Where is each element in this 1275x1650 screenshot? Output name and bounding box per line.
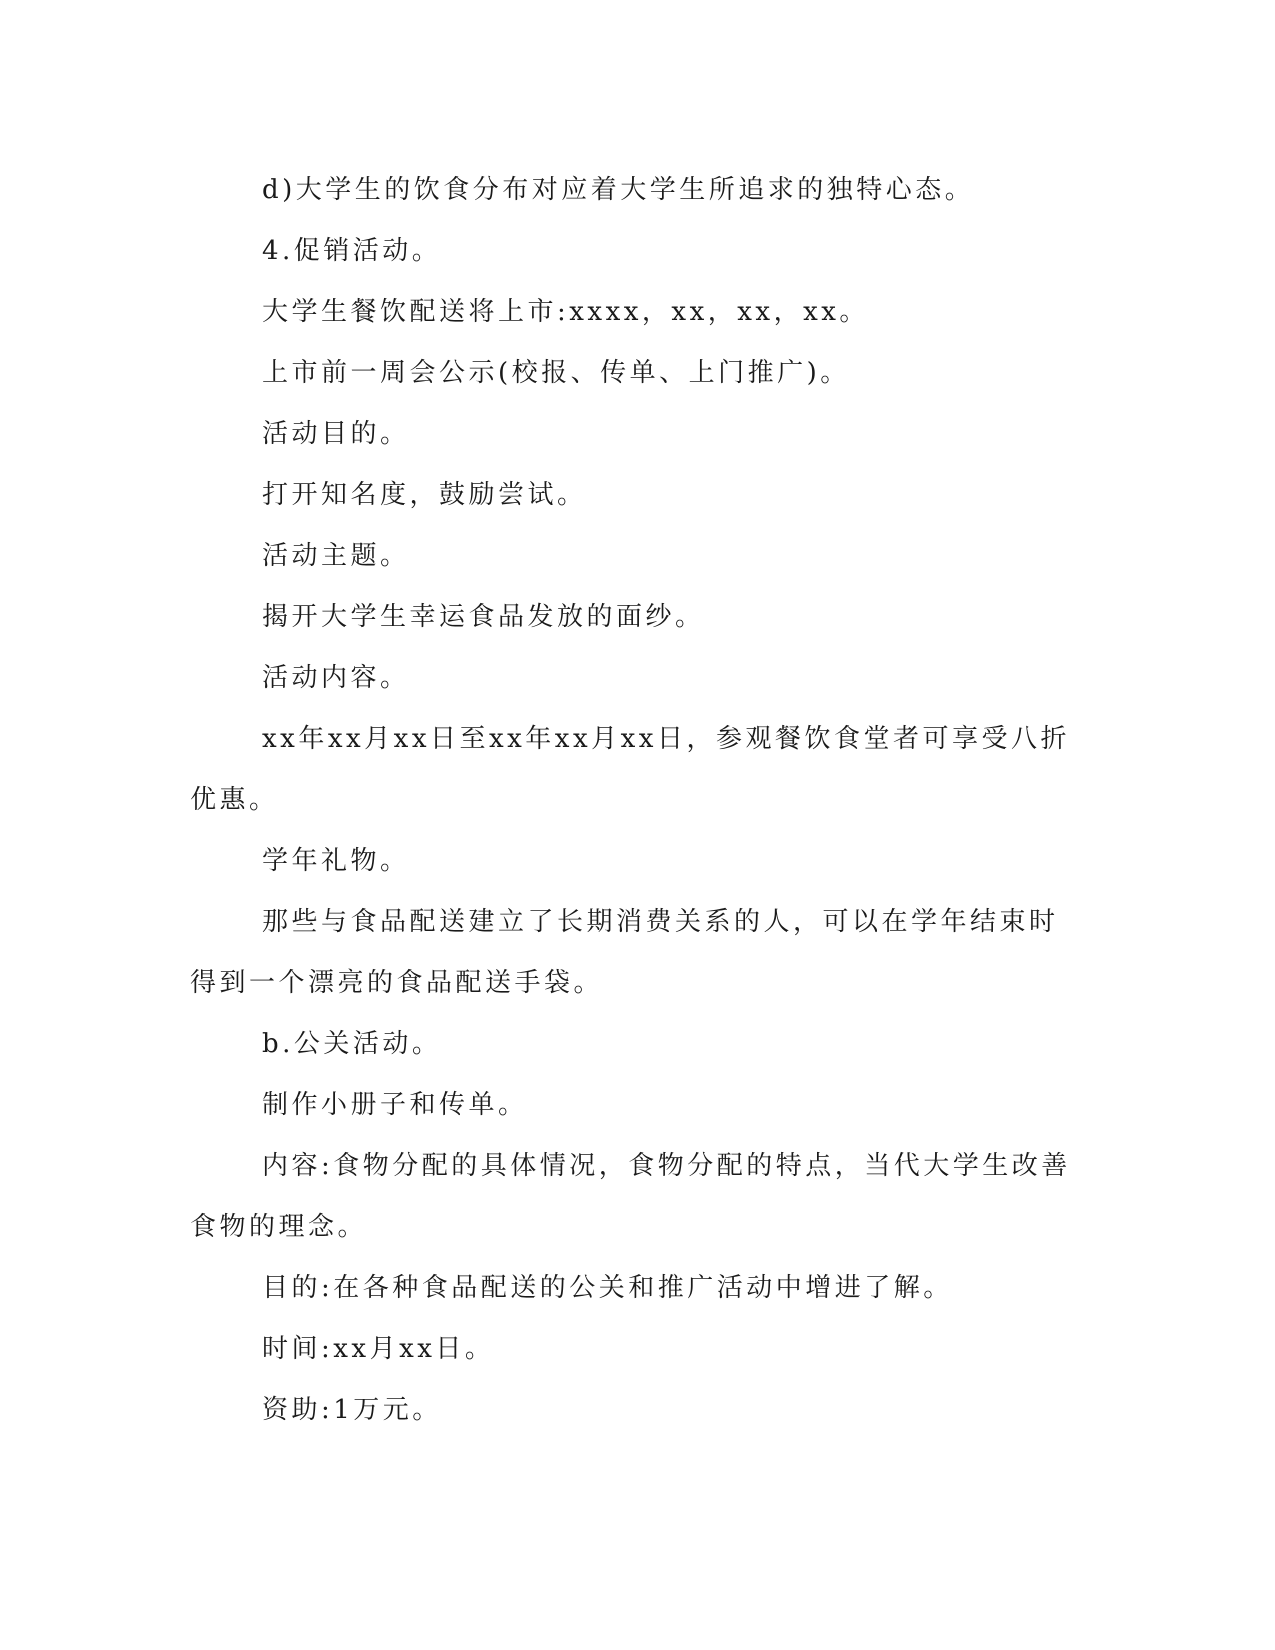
heading-activity-goal: 活动目的。 xyxy=(262,419,410,449)
heading-promotion: 4.促销活动。 xyxy=(262,236,442,266)
paragraph-brochures: 制作小册子和传单。 xyxy=(262,1090,528,1120)
paragraph-activity-theme: 揭开大学生幸运食品发放的面纱。 xyxy=(262,602,705,632)
paragraph-activity-goal: 打开知名度，鼓励尝试。 xyxy=(262,480,587,510)
document-body xyxy=(190,160,1082,1441)
heading-activity-theme: 活动主题。 xyxy=(262,541,410,571)
paragraph-time: 时间:xx月xx日。 xyxy=(262,1334,495,1364)
paragraph-announcement: 上市前一周会公示(校报、传单、上门推广)。 xyxy=(262,358,850,388)
paragraph-content: 内容:食物分配的具体情况，食物分配的特点，当代大学生改善食物的理念。 xyxy=(190,1151,1071,1242)
paragraph-gift-details: 那些与食品配送建立了长期消费关系的人，可以在学年结束时得到一个漂亮的食品配送手袋。 xyxy=(190,907,1059,998)
heading-public-relations: b.公关活动。 xyxy=(262,1029,442,1059)
heading-activity-content: 活动内容。 xyxy=(262,663,410,693)
paragraph-launch-schedule: 大学生餐饮配送将上市:xxxx，xx，xx，xx。 xyxy=(262,297,869,327)
paragraph-diet-distribution: d)大学生的饮食分布对应着大学生所追求的独特心态。 xyxy=(262,175,975,205)
heading-school-year-gift: 学年礼物。 xyxy=(262,846,410,876)
paragraph-funding: 资助:1万元。 xyxy=(262,1395,442,1425)
paragraph-purpose: 目的:在各种食品配送的公关和推广活动中增进了解。 xyxy=(262,1273,953,1303)
paragraph-discount: xx年xx月xx日至xx年xx月xx日，参观餐饮食堂者可享受八折优惠。 xyxy=(190,724,1070,815)
